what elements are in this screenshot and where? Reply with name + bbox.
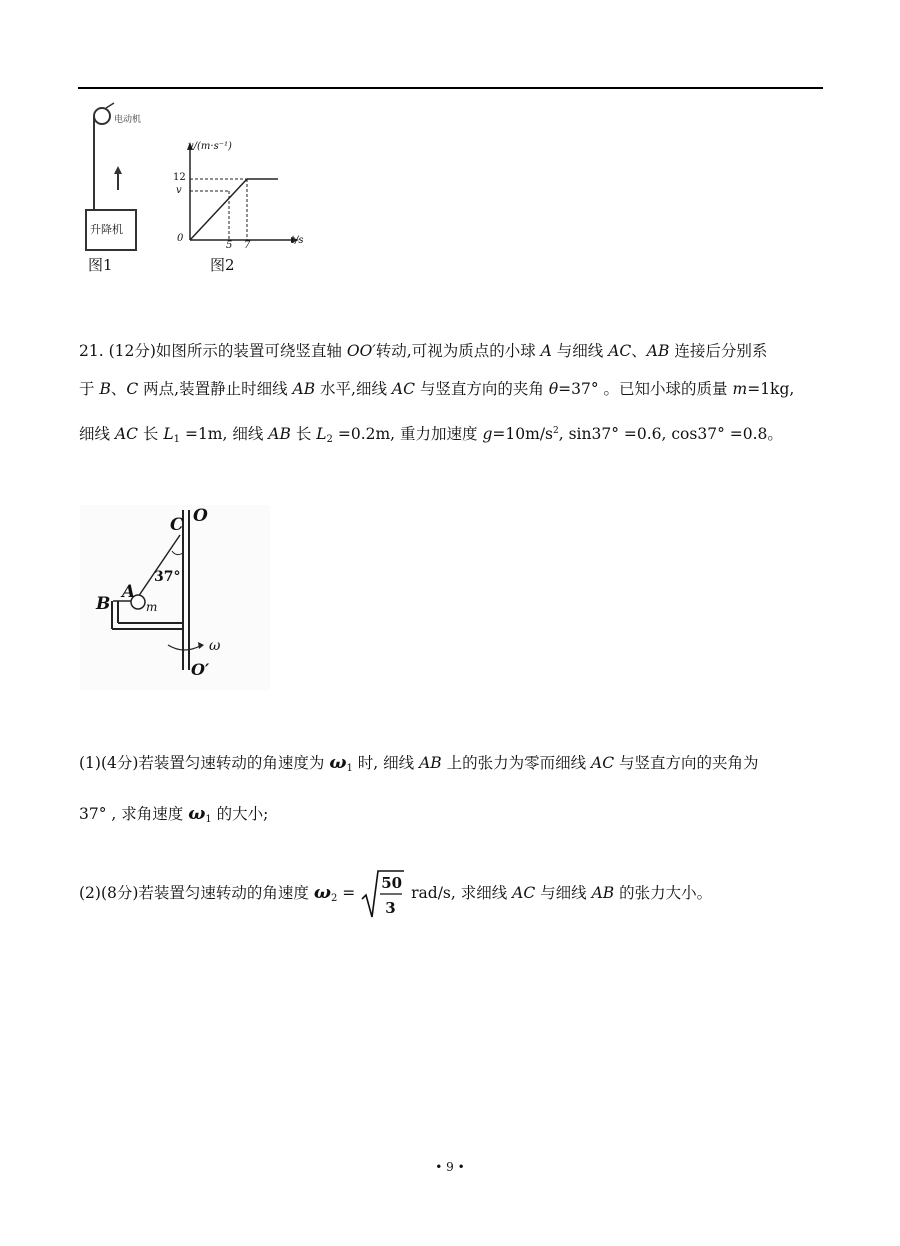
label-angle: 37° [154, 569, 181, 585]
problem-21-line-3: 细线 AC 长 $L_1 =1m$, 细线 AB 长 $L_2 =0.2m$, 重力加速度 $g=10m/s^2$, sin37° =0.6, cos37° =0.8。 [79, 425, 783, 445]
lift-label: 升降机 [90, 223, 123, 236]
label-m: m [146, 600, 158, 614]
motor-label: 电动机 [114, 115, 142, 125]
figure-1-caption: 图1 [88, 256, 113, 274]
part-1-line-2: 37° , 求角速度 $\omega_1$ 的大小; [79, 803, 269, 825]
part-2-line: (2)(8分)若装置匀速转动的角速度 $\omega_2$ = 50 3 rad/s, 求细线 AC 与细线 AB 的张力大小。 [79, 867, 712, 921]
label-c: C [170, 515, 184, 535]
tick-5: 5 [226, 240, 233, 251]
fraction-denominator: 3 [385, 899, 396, 917]
header-rule [78, 87, 823, 89]
figure-2-vt-graph [170, 138, 310, 250]
tick-0: 0 [177, 233, 184, 244]
part-1-line-1: (1)(4分)若装置匀速转动的角速度为 $\omega_1$ 时, 细线 AB 上的张力为零而细线 AC 与竖直方向的夹角为 [79, 752, 759, 774]
label-a: A [122, 582, 136, 602]
velocity-line [190, 179, 247, 240]
problem-21-line-2: 于 B、C 两点,装置静止时细线 AB 水平,细线 AC 与竖直方向的夹角 θ=37° 。已知小球的质量 m=1kg, [79, 380, 795, 398]
up-arrow-icon [114, 166, 122, 174]
label-o-prime: O′ [191, 660, 210, 679]
tick-7: 7 [244, 240, 251, 251]
label-o: O [193, 506, 208, 526]
question-number: 21. [79, 342, 104, 360]
figure-1-elevator [80, 100, 180, 275]
x-axis-label: t/s [291, 235, 304, 246]
tick-12: 12 [173, 172, 186, 183]
label-omega: ω [209, 638, 221, 654]
sqrt-fraction [360, 867, 406, 921]
pulley-icon [94, 108, 110, 124]
problem-21-line-1: 21. (12分)如图所示的装置可绕竖直轴 OO′转动,可视为质点的小球 A 与细线 AC、AB 连接后分别系 [79, 342, 768, 360]
page-number: • 9 • [435, 1160, 465, 1174]
label-b: B [96, 594, 111, 614]
y-axis-label: v/(m·s⁻¹) [188, 141, 232, 152]
tick-v: v [176, 185, 182, 196]
figure-2-caption: 图2 [210, 256, 235, 274]
fraction-numerator: 50 [381, 874, 403, 892]
